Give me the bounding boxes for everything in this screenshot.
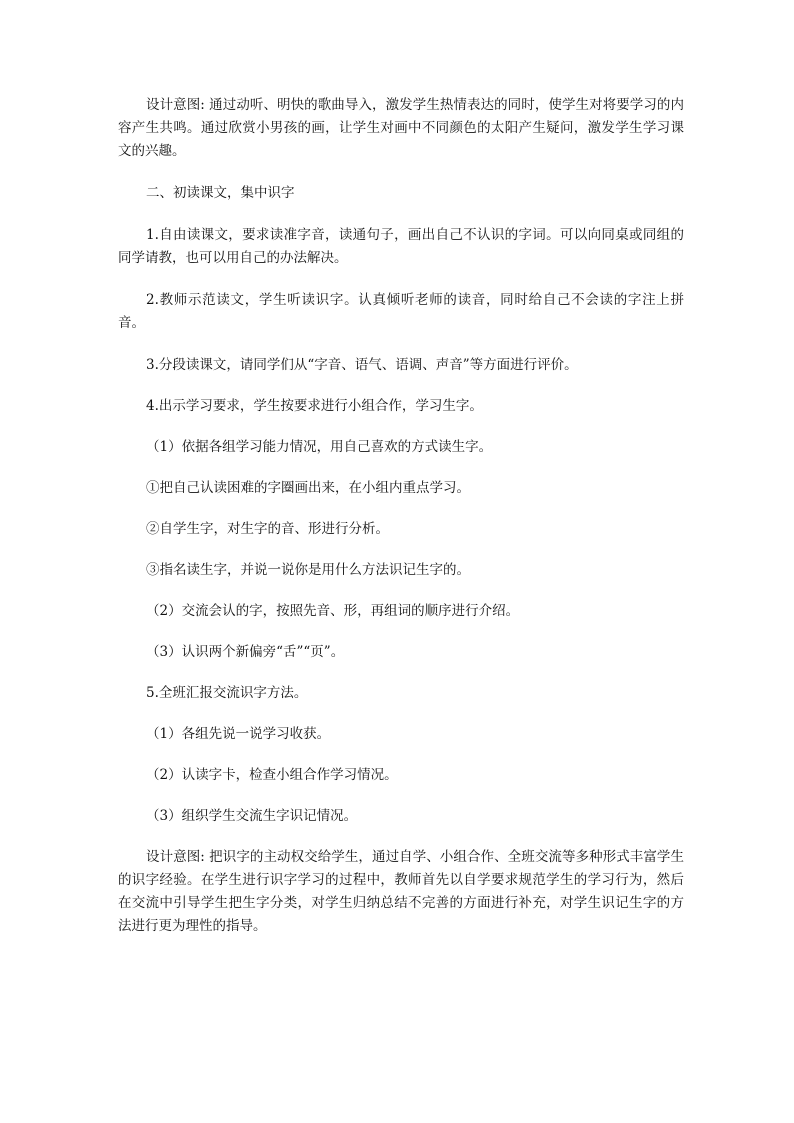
step-5-sub-3: （3）组织学生交流生字识记情况。 <box>146 808 358 824</box>
step-5-sub-2: （2）认读字卡，检查小组合作学习情况。 <box>146 767 398 783</box>
step-1-paragraph: 1.自由读课文，要求读准字音，读通句子，画出自己不认识的字词。可以向同桌或同组的同学请教，也可以用自己的办法解决。 <box>118 227 684 266</box>
section-heading-initial-reading: 二、初读课文，集中识字 <box>146 185 295 201</box>
step-4-sub-1-item-1: ①把自己认读困难的字圈画出来，在小组内重点学习。 <box>146 480 470 496</box>
step-3-paragraph: 3.分段读课文，请同学们从“字音、语气、语调、声音”等方面进行评价。 <box>146 357 578 373</box>
step-2-paragraph: 2.教师示范读文，学生听读识字。认真倾听老师的读音，同时给自己不会读的字注上拼音。 <box>118 292 684 331</box>
step-4-sub-3: （3）认识两个新偏旁“舌”“页”。 <box>146 644 345 660</box>
step-4-sub-1-item-3: ③指名读生字，并说一说你是用什么方法识记生字的。 <box>146 562 470 578</box>
step-4-sub-1: （1）依据各组学习能力情况，用自己喜欢的方式读生字。 <box>146 439 493 455</box>
design-intent-paragraph-1: 设计意图: 通过动听、明快的歌曲导入，激发学生热情表达的同时，使学生对将要学习的内容产生共鸣。通过欣赏小男孩的画，让学生对画中不同颜色的太阳产生疑问，激发学生学习课文的兴趣。 <box>118 97 684 159</box>
step-4-sub-1-item-2: ②自学生字，对生字的音、形进行分析。 <box>146 521 389 537</box>
document-body <box>118 94 684 938</box>
design-intent-paragraph-2: 设计意图: 把识字的主动权交给学生，通过自学、小组合作、全班交流等多种形式丰富学生的识字经验。在学生进行识字学习的过程中，教师首先以自学要求规范学生的学习行为，然后在交流中引导学生把生字分类，对学生归纳总结不完善的方面进行补充，对学生识记生字的方法进行更为理性的指导。 <box>118 849 684 934</box>
step-5-sub-1: （1）各组先说一说学习收获。 <box>146 726 331 742</box>
step-4-sub-2: （2）交流会认的字，按照先音、形，再组词的顺序进行介绍。 <box>146 603 520 619</box>
step-5-paragraph: 5.全班汇报交流识字方法。 <box>146 685 308 701</box>
step-4-paragraph: 4.出示学习要求，学生按要求进行小组合作，学习生字。 <box>146 398 483 414</box>
